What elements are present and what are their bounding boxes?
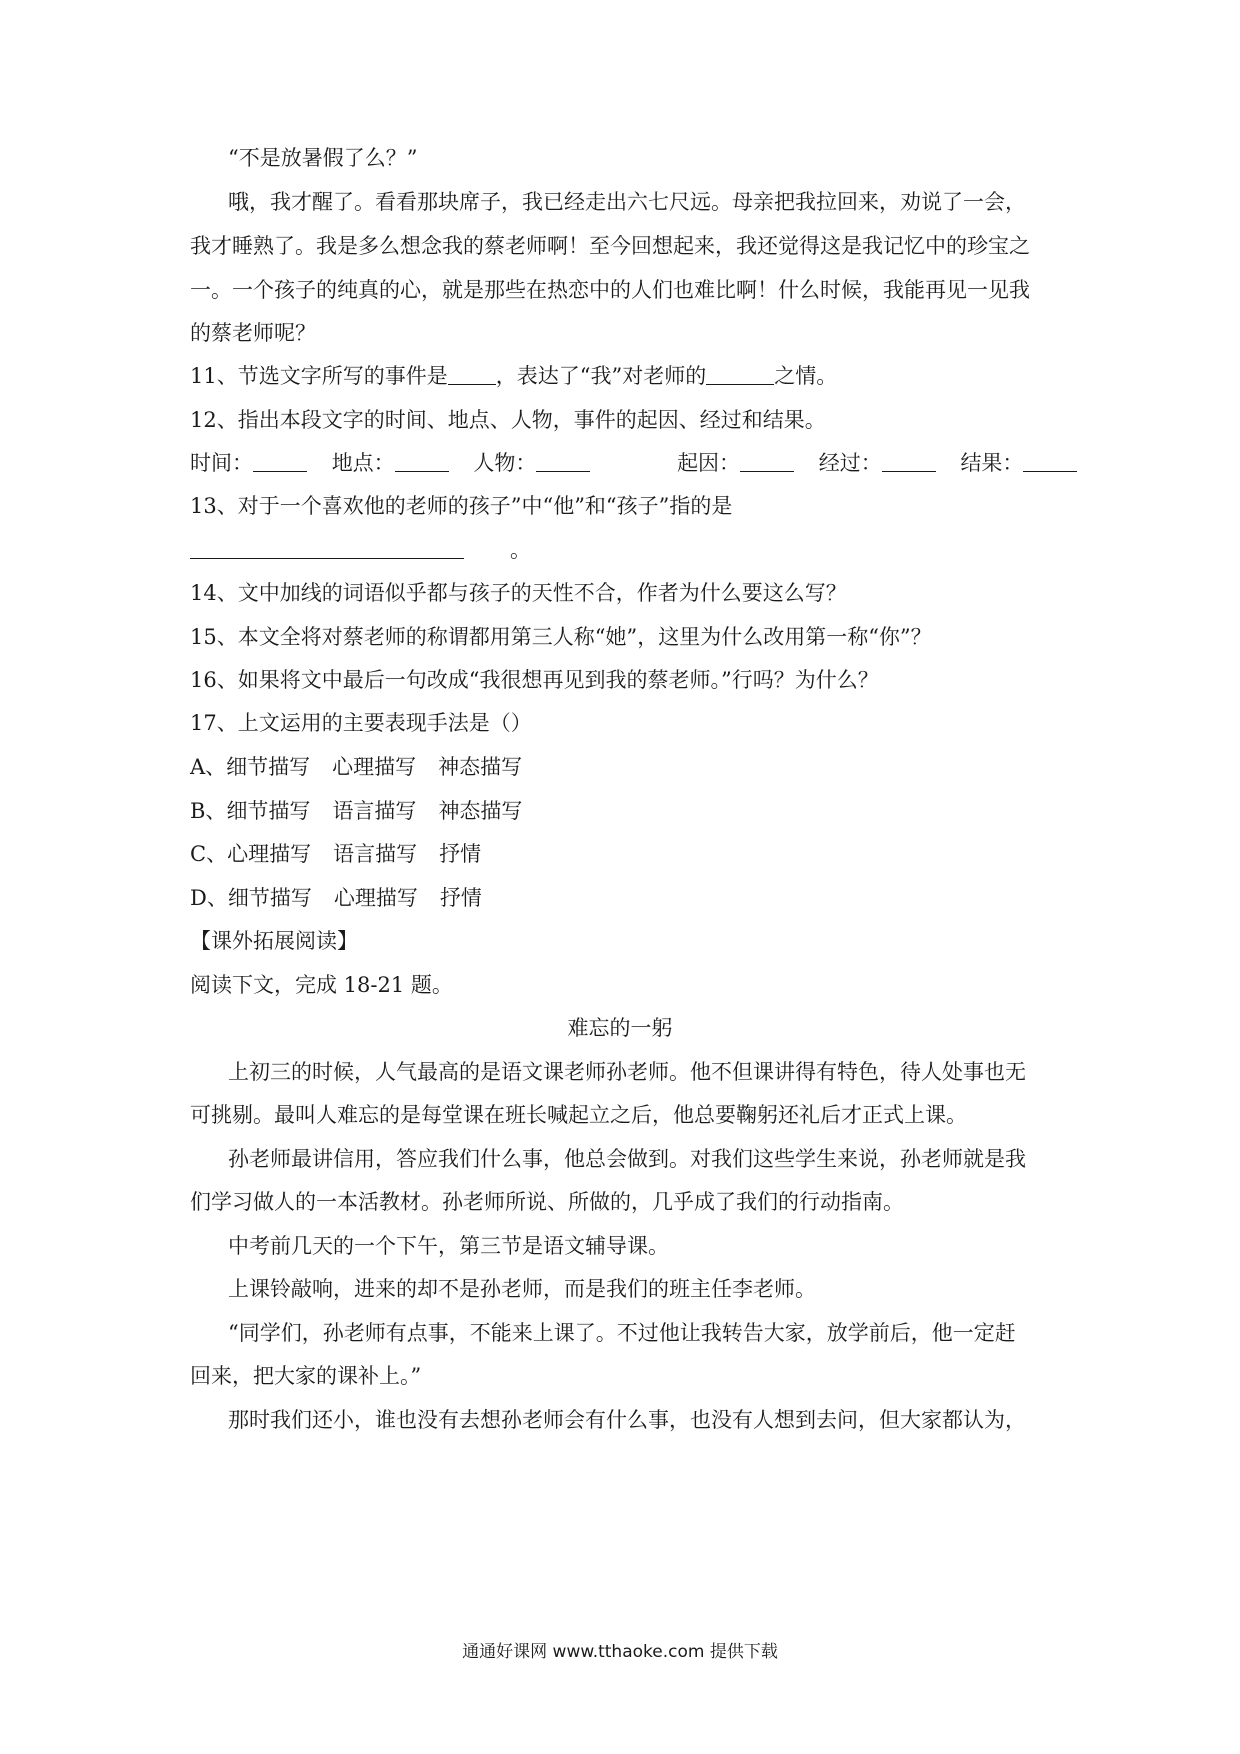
article-title: 难忘的一躬 — [567, 1016, 673, 1040]
article-line: 们学习做人的一本活教材。孙老师所说、所做的，几乎成了我们的行动指南。 — [190, 1190, 904, 1214]
field-time-label: 时间： — [190, 451, 253, 475]
answer-blank[interactable] — [536, 451, 590, 472]
field-cause — [677, 448, 794, 478]
question-11-part2: ，表达了“我”对老师的 — [495, 364, 707, 388]
question-15: 15、本文全将对蔡老师的称谓都用第三人称“她”，这里为什么改用第一称“你”？ — [190, 625, 932, 649]
field-process-label: 经过： — [818, 451, 882, 475]
passage-line: 一。一个孩子的纯真的心，就是那些在热恋中的人们也难比啊！什么时候，我能再见一见我 — [190, 278, 1030, 302]
question-11 — [190, 361, 1070, 391]
option-term: 细节描写 — [227, 886, 312, 910]
option-prefix: D、 — [190, 886, 228, 910]
option-term: 细节描写 — [226, 799, 311, 823]
question-13: 13、对于一个喜欢他的老师的孩子”中“他”和“孩子”指的是 — [190, 494, 733, 518]
article-line: 孙老师最讲信用，答应我们什么事，他总会做到。对我们这些学生来说，孙老师就是我 — [228, 1147, 1026, 1171]
answer-blank[interactable] — [448, 364, 496, 385]
field-person-label: 人物： — [473, 451, 537, 475]
article-line: 中考前几天的一个下午，第三节是语文辅导课。 — [228, 1234, 669, 1258]
option-term: 语言描写 — [333, 842, 418, 866]
option-term: 抒情 — [439, 842, 482, 866]
field-person — [473, 448, 590, 478]
question-11-part1: 11、节选文字所写的事件是 — [190, 364, 448, 388]
field-result-label: 结果： — [960, 451, 1024, 475]
option-term: 抒情 — [439, 886, 482, 910]
option-d[interactable] — [190, 883, 1070, 913]
field-place — [332, 448, 449, 478]
article-line: 上初三的时候，人气最高的是语文课老师孙老师。他不但课讲得有特色，待人处事也无 — [228, 1060, 1026, 1084]
question-13-answer-line — [190, 535, 1070, 565]
option-term: 神态描写 — [438, 755, 523, 779]
answer-blank[interactable] — [706, 364, 774, 385]
option-term: 心理描写 — [332, 755, 417, 779]
option-a[interactable] — [190, 752, 1070, 782]
option-term: 语言描写 — [332, 799, 417, 823]
field-place-label: 地点： — [331, 451, 395, 475]
question-11-part3: 之情。 — [774, 364, 838, 388]
answer-blank[interactable] — [1023, 451, 1077, 472]
passage-line: 我才睡熟了。我是多么想念我的蔡老师啊！至今回想起来，我还觉得这是我记忆中的珍宝之 — [190, 234, 1030, 258]
article-line: “同学们，孙老师有点事，不能来上课了。不过他让我转告大家，放学前后，他一定赶 — [228, 1321, 1016, 1345]
article-line: 那时我们还小，谁也没有去想孙老师会有什么事，也没有人想到去问，但大家都认为， — [228, 1408, 1026, 1432]
article-line: 可挑剔。最叫人难忘的是每堂课在班长喊起立之后，他总要鞠躬还礼后才正式上课。 — [190, 1103, 967, 1127]
field-cause-label: 起因： — [677, 451, 741, 475]
page-footer: 通通好课网 www.tthaoke.com 提供下载 — [462, 1642, 778, 1662]
option-term: 心理描写 — [333, 886, 418, 910]
option-b[interactable] — [190, 796, 1070, 826]
answer-blank[interactable] — [882, 451, 936, 472]
field-process — [819, 448, 936, 478]
passage-line: 的蔡老师呢？ — [190, 321, 316, 345]
option-prefix: A、 — [190, 755, 227, 779]
question-12-fields — [190, 448, 1070, 478]
question-16: 16、如果将文中最后一句改成“我很想再见到我的蔡老师。”行吗？为什么？ — [190, 668, 879, 692]
option-term: 心理描写 — [227, 842, 312, 866]
answer-blank[interactable] — [740, 451, 794, 472]
passage-line: 哦，我才醒了。看看那块席子，我已经走出六七尺远。母亲把我拉回来，劝说了一会， — [228, 190, 1026, 214]
answer-blank[interactable] — [395, 451, 449, 472]
question-17: 17、上文运用的主要表现手法是（） — [190, 711, 532, 735]
option-prefix: C、 — [190, 842, 228, 866]
option-c[interactable] — [190, 839, 1070, 869]
article-line: 回来，把大家的课补上。” — [190, 1364, 422, 1388]
option-prefix: B、 — [190, 799, 227, 823]
answer-blank[interactable] — [253, 451, 307, 472]
question-12: 12、指出本段文字的时间、地点、人物，事件的起因、经过和结果。 — [190, 408, 826, 432]
question-13-end: 。 — [510, 538, 531, 562]
passage-paragraph-quote: “不是放暑假了么？” — [228, 146, 418, 170]
option-term: 神态描写 — [438, 799, 523, 823]
answer-blank[interactable] — [190, 538, 464, 559]
field-result — [960, 448, 1077, 478]
article-line: 上课铃敲响，进来的却不是孙老师，而是我们的班主任李老师。 — [228, 1277, 816, 1301]
field-time — [190, 448, 307, 478]
section-heading: 【课外拓展阅读】 — [190, 929, 358, 953]
question-14: 14、文中加线的词语似乎都与孩子的天性不合，作者为什么要这么写？ — [190, 581, 847, 605]
option-term: 细节描写 — [226, 755, 311, 779]
reading-instruction: 阅读下文，完成 18-21 题。 — [190, 973, 453, 997]
